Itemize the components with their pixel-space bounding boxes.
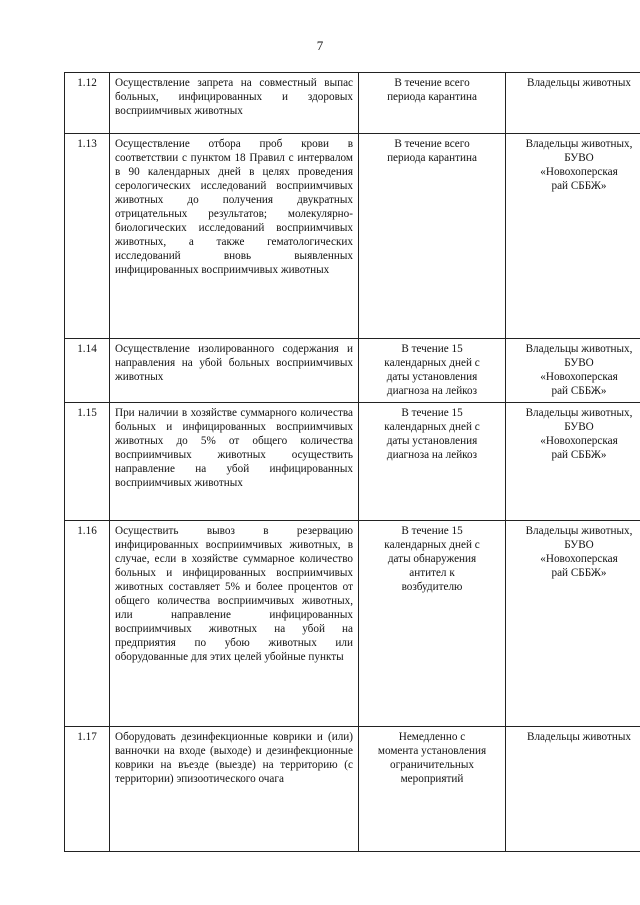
responsible-line: БУВО bbox=[564, 539, 594, 551]
responsible-line: «Новохоперская bbox=[540, 435, 618, 447]
term-line: диагноза на лейкоз bbox=[386, 449, 478, 461]
term-line: В течение всего bbox=[394, 138, 470, 150]
responsible-line: БУВО bbox=[564, 152, 594, 164]
responsible-line: «Новохоперская bbox=[540, 371, 618, 383]
responsible-line: Владельцы животных, bbox=[525, 138, 633, 150]
term-line: момента установления bbox=[377, 745, 487, 757]
table-row bbox=[65, 134, 640, 339]
responsible-line: рай СББЖ» bbox=[551, 385, 607, 397]
measure-text: Осуществление отбора проб крови в соответствии с пунктом 18 Правил с интервалом в 90 календарных дней в целях проведения серологических исследований восприимчивых животных до получения двукратных отрицательных результатов; молекулярно-биологических исследований восприимчивых животных, а также гематологических исследований вновь выявленных инфицированных восприимчивых животных bbox=[110, 134, 359, 339]
term-line: В течение 15 bbox=[401, 525, 463, 537]
row-number: 1.16 bbox=[65, 521, 110, 727]
term-line: периода карантина bbox=[387, 152, 477, 164]
responsible-line: Владельцы животных bbox=[526, 77, 631, 89]
responsible-line: Владельцы животных, bbox=[525, 407, 633, 419]
term-cell bbox=[359, 134, 506, 339]
measure-text: Оборудовать дезинфекционные коврики и (или) ванночки на входе (выходе) и дезинфекционные коврики на въезде (выезде) на территорию (с территории) эпизоотического очага bbox=[110, 727, 359, 852]
measure-text: Осуществление запрета на совместный выпас больных, инфицированных и здоровых восприимчивых животных bbox=[110, 73, 359, 134]
responsible-line: рай СББЖ» bbox=[551, 567, 607, 579]
row-number: 1.12 bbox=[65, 73, 110, 134]
responsible-cell bbox=[506, 339, 640, 403]
responsible-line: Владельцы животных, bbox=[525, 525, 633, 537]
term-line: календарных дней с bbox=[384, 357, 480, 369]
term-line: В течение всего bbox=[394, 77, 470, 89]
responsible-cell bbox=[506, 134, 640, 339]
row-number: 1.17 bbox=[65, 727, 110, 852]
responsible-cell bbox=[506, 73, 640, 134]
responsible-line: «Новохоперская bbox=[540, 553, 618, 565]
term-line: календарных дней с bbox=[384, 421, 480, 433]
term-line: мероприятий bbox=[400, 773, 464, 785]
responsible-cell bbox=[506, 521, 640, 727]
responsible-line: рай СББЖ» bbox=[551, 449, 607, 461]
responsible-line: Владельцы животных, bbox=[525, 343, 633, 355]
term-line: В течение 15 bbox=[401, 343, 463, 355]
responsible-line: БУВО bbox=[564, 421, 594, 433]
term-cell bbox=[359, 403, 506, 521]
table-row bbox=[65, 73, 640, 134]
term-line: даты установления bbox=[386, 435, 478, 447]
responsible-line: БУВО bbox=[564, 357, 594, 369]
term-line: Немедленно с bbox=[398, 731, 466, 743]
responsible-line: Владельцы животных bbox=[526, 731, 631, 743]
term-line: антител к bbox=[409, 567, 455, 579]
row-number: 1.15 bbox=[65, 403, 110, 521]
measure-text: Осуществление изолированного содержания и направления на убой больных восприимчивых животных bbox=[110, 339, 359, 403]
responsible-line: рай СББЖ» bbox=[551, 180, 607, 192]
term-line: ограничительных bbox=[390, 759, 474, 771]
responsible-cell bbox=[506, 727, 640, 852]
measures-table bbox=[64, 72, 640, 852]
table-row bbox=[65, 521, 640, 727]
term-cell bbox=[359, 73, 506, 134]
table-row bbox=[65, 403, 640, 521]
term-line: календарных дней с bbox=[384, 539, 480, 551]
term-line: возбудителю bbox=[401, 581, 463, 593]
term-cell bbox=[359, 727, 506, 852]
term-cell bbox=[359, 339, 506, 403]
page-number: 7 bbox=[316, 38, 324, 53]
term-line: В течение 15 bbox=[401, 407, 463, 419]
responsible-cell bbox=[506, 403, 640, 521]
row-number: 1.14 bbox=[65, 339, 110, 403]
measure-text: При наличии в хозяйстве суммарного количества больных и инфицированных восприимчивых животных до 5% от общего количества восприимчивых животных осуществить направление на убой инфицированных восприимчивых животных bbox=[110, 403, 359, 521]
measure-text: Осуществить вывоз в резервацию инфицированных восприимчивых животных, в случае, если в хозяйстве суммарное количество больных и инфицированных восприимчивых животных составляет 5% и более процентов от общего количества восприимчивых животных, или направление инфицированных восприимчивых животных на убой на предприятия по убою животных или оборудованные для этих целей убойные пункты bbox=[110, 521, 359, 727]
term-line: даты обнаружения bbox=[387, 553, 477, 565]
term-line: диагноза на лейкоз bbox=[386, 385, 478, 397]
term-line: периода карантина bbox=[387, 91, 477, 103]
row-number: 1.13 bbox=[65, 134, 110, 339]
table-row bbox=[65, 727, 640, 852]
responsible-line: «Новохоперская bbox=[540, 166, 618, 178]
term-line: даты установления bbox=[386, 371, 478, 383]
term-cell bbox=[359, 521, 506, 727]
table-row bbox=[65, 339, 640, 403]
